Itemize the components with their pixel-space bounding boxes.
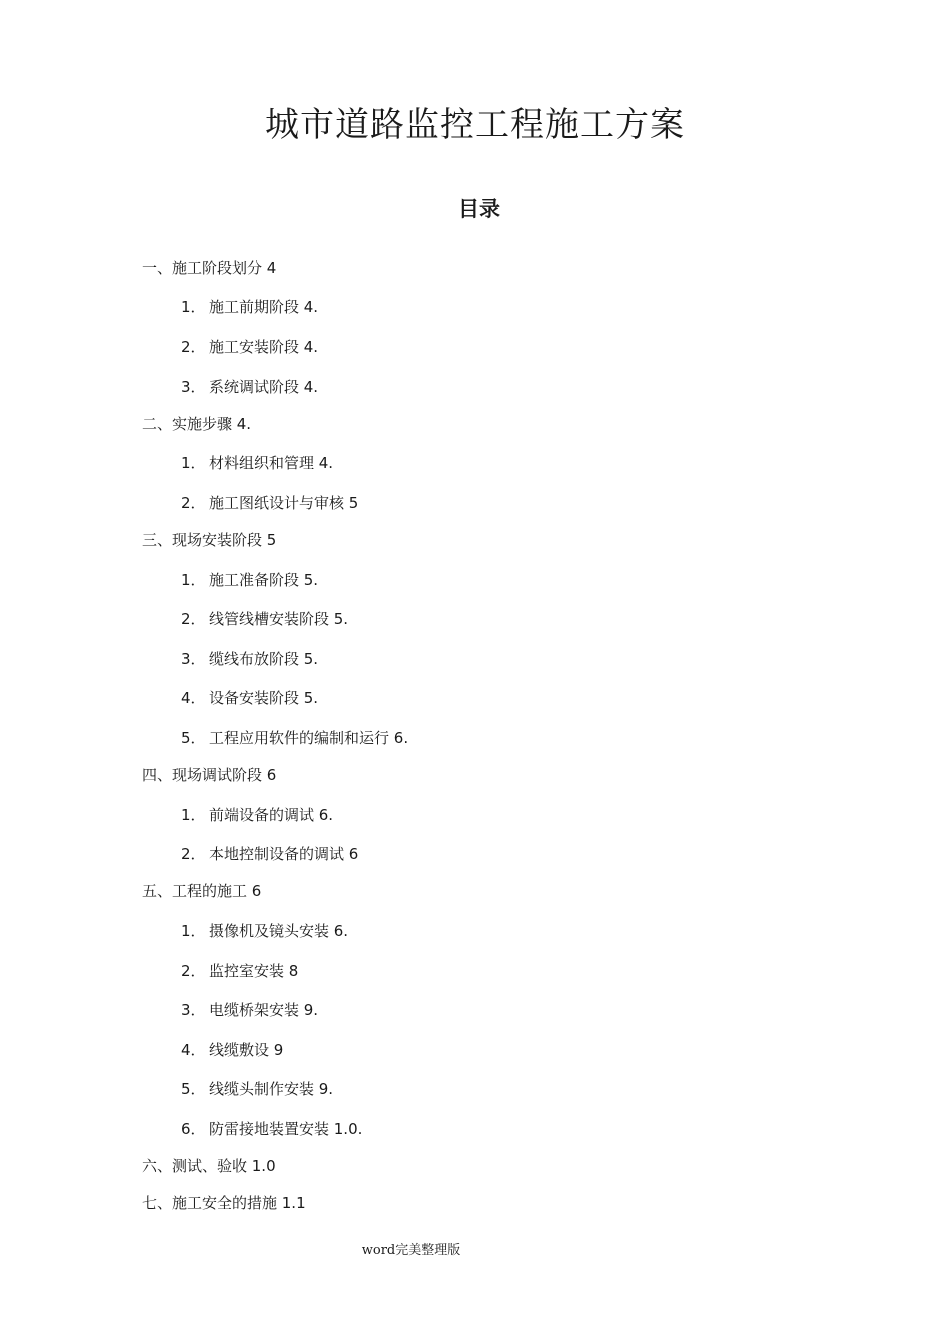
toc-subsection[interactable] [181,843,358,865]
toc-item-number: 1． [181,806,206,824]
toc-item-text: 防雷接地装置安装 1.0. [209,1120,363,1138]
toc-item-number: 5． [181,1080,206,1098]
toc-subsection[interactable] [181,1078,333,1100]
toc-section[interactable] [142,257,276,279]
toc-subsection[interactable] [181,296,318,318]
toc-item-number: 3． [181,650,206,668]
toc-section[interactable] [142,880,261,902]
toc-subsection[interactable] [181,492,358,514]
toc-item-text: 摄像机及镜头安装 6. [209,922,349,940]
toc-item-text: 线缆头制作安装 9. [209,1080,334,1098]
toc-subsection[interactable] [181,687,318,709]
toc-item-text: 四、现场调试阶段 6 [142,766,277,784]
toc-item-text: 施工图纸设计与审核 5 [209,494,359,512]
toc-item-number: 3． [181,378,206,396]
document-title: 城市道路监控工程施工方案 [265,105,685,145]
toc-item-number: 4． [181,1041,206,1059]
toc-item-number: 2． [181,610,206,628]
toc-item-text: 前端设备的调试 6. [209,806,334,824]
toc-item-text: 六、测试、验收 1.0 [142,1157,276,1175]
toc-subsection[interactable] [181,1118,362,1140]
toc-item-text: 缆线布放阶段 5. [209,650,319,668]
toc-item-number: 4． [181,689,206,707]
toc-item-text: 工程应用软件的编制和运行 6. [209,729,409,747]
toc-item-number: 5． [181,729,206,747]
toc-item-number: 1． [181,571,206,589]
toc-item-text: 设备安装阶段 5. [209,689,319,707]
toc-section[interactable] [142,1192,306,1214]
toc-item-text: 七、施工安全的措施 1.1 [142,1194,306,1212]
toc-item-number: 3． [181,1001,206,1019]
toc-item-text: 三、现场安装阶段 5 [142,531,277,549]
toc-item-text: 系统调试阶段 4. [209,378,319,396]
toc-section[interactable] [142,413,251,435]
toc-item-text: 电缆桥架安装 9. [209,1001,319,1019]
page-footer: word完美整理版 [361,1243,461,1258]
toc-item-number: 2． [181,962,206,980]
toc-subsection[interactable] [181,608,348,630]
toc-item-text: 材料组织和管理 4. [209,454,334,472]
toc-subsection[interactable] [181,336,318,358]
toc-subsection[interactable] [181,569,318,591]
toc-item-text: 施工准备阶段 5. [209,571,319,589]
toc-subsection[interactable] [181,920,348,942]
toc-subsection[interactable] [181,452,333,474]
toc-item-number: 1． [181,298,206,316]
toc-subsection[interactable] [181,727,408,749]
toc-item-number: 1． [181,454,206,472]
toc-subsection[interactable] [181,960,298,982]
toc-item-number: 2． [181,494,206,512]
toc-item-text: 一、施工阶段划分 4 [142,259,277,277]
toc-subsection[interactable] [181,376,318,398]
toc-section[interactable] [142,1155,276,1177]
toc-item-text: 二、实施步骤 4. [142,415,252,433]
toc-item-number: 2． [181,338,206,356]
toc-item-number: 1． [181,922,206,940]
toc-item-number: 6． [181,1120,206,1138]
toc-item-text: 施工安装阶段 4. [209,338,319,356]
toc-item-number: 2． [181,845,206,863]
toc-item-text: 本地控制设备的调试 6 [209,845,359,863]
toc-subsection[interactable] [181,804,333,826]
toc-heading: 目录 [458,197,500,221]
toc-subsection[interactable] [181,648,318,670]
toc-item-text: 五、工程的施工 6 [142,882,262,900]
toc-section[interactable] [142,529,276,551]
toc-subsection[interactable] [181,1039,283,1061]
toc-item-text: 线管线槽安装阶段 5. [209,610,349,628]
toc-item-text: 施工前期阶段 4. [209,298,319,316]
toc-section[interactable] [142,764,276,786]
toc-item-text: 监控室安装 8 [209,962,299,980]
toc-subsection[interactable] [181,999,318,1021]
toc-item-text: 线缆敷设 9 [209,1041,284,1059]
